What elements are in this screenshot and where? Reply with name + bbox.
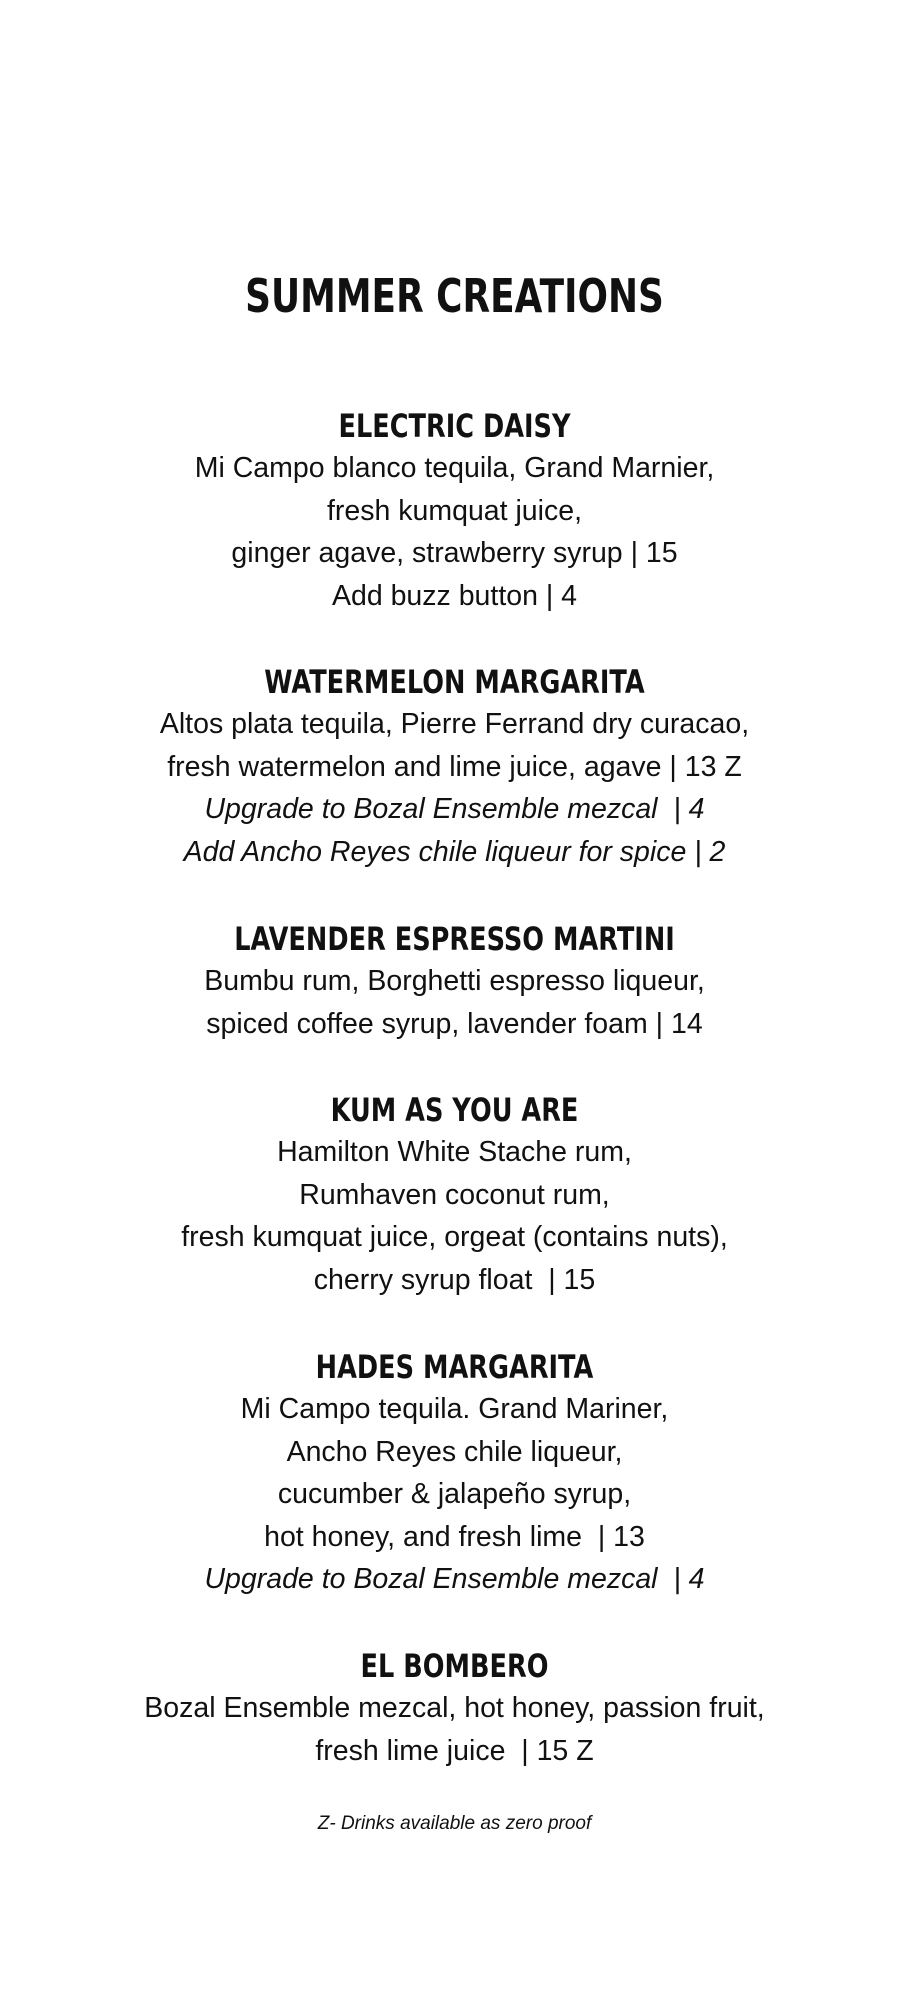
menu-item-el-bombero [0,1645,909,1772]
item-name: KUM AS YOU ARE [330,1091,579,1129]
item-addon-line: Add Ancho Reyes chile liqueur for spice | 2 [183,835,726,868]
item-description-line: Bumbu rum, Borghetti espresso liqueur, [204,965,705,997]
item-description-line: Rumhaven coconut rum, [299,1178,610,1211]
item-description-line: fresh lime juice | 15 Z [315,1734,594,1767]
item-upgrade-line: Upgrade to Bozal Ensemble mezcal | 4 [204,793,705,825]
item-name: ELECTRIC DAISY [338,407,571,445]
item-description-line: fresh kumquat juice, [326,494,583,527]
item-upgrade-line: Upgrade to Bozal Ensemble mezcal | 4 [204,1563,705,1595]
menu-item-electric-daisy [0,405,909,617]
item-description-line: Bozal Ensemble mezcal, hot honey, passion fruit, [144,1692,765,1724]
item-description-line: fresh watermelon and lime juice, agave | 13 Z [167,750,742,783]
item-description-line: Ancho Reyes chile liqueur, [286,1435,623,1468]
item-addon-line: Add buzz button | 4 [331,579,578,612]
item-name: WATERMELON MARGARITA [264,663,645,701]
item-description-line: cherry syrup float | 15 [313,1263,596,1296]
menu-item-kum-as-you-are [0,1089,909,1301]
item-description-line: Hamilton White Stache rum, [277,1136,632,1168]
page-title: SUMMER CREATIONS [245,269,664,323]
item-description-line: Mi Campo tequila. Grand Mariner, [240,1393,669,1425]
item-name: EL BOMBERO [360,1647,549,1685]
item-name: LAVENDER ESPRESSO MARTINI [234,920,675,958]
item-description-line: fresh kumquat juice, orgeat (contains nuts), [181,1221,728,1253]
item-description-line: hot honey, and fresh lime | 13 [264,1520,645,1553]
item-description-line: Mi Campo blanco tequila, Grand Marnier, [194,452,715,484]
menu-item-watermelon-margarita [0,661,909,873]
item-description-line: Altos plata tequila, Pierre Ferrand dry curacao, [159,708,750,740]
item-description-line: cucumber & jalapeño syrup, [277,1478,632,1510]
zero-proof-footnote: Z- Drinks available as zero proof [317,1813,592,1834]
item-description-line: ginger agave, strawberry syrup | 15 [231,537,678,569]
item-description-line: spiced coffee syrup, lavender foam | 14 [206,1007,703,1040]
menu-item-hades-margarita [0,1346,909,1601]
menu-item-lavender-espresso-martini [0,918,909,1045]
item-name: HADES MARGARITA [315,1348,594,1386]
